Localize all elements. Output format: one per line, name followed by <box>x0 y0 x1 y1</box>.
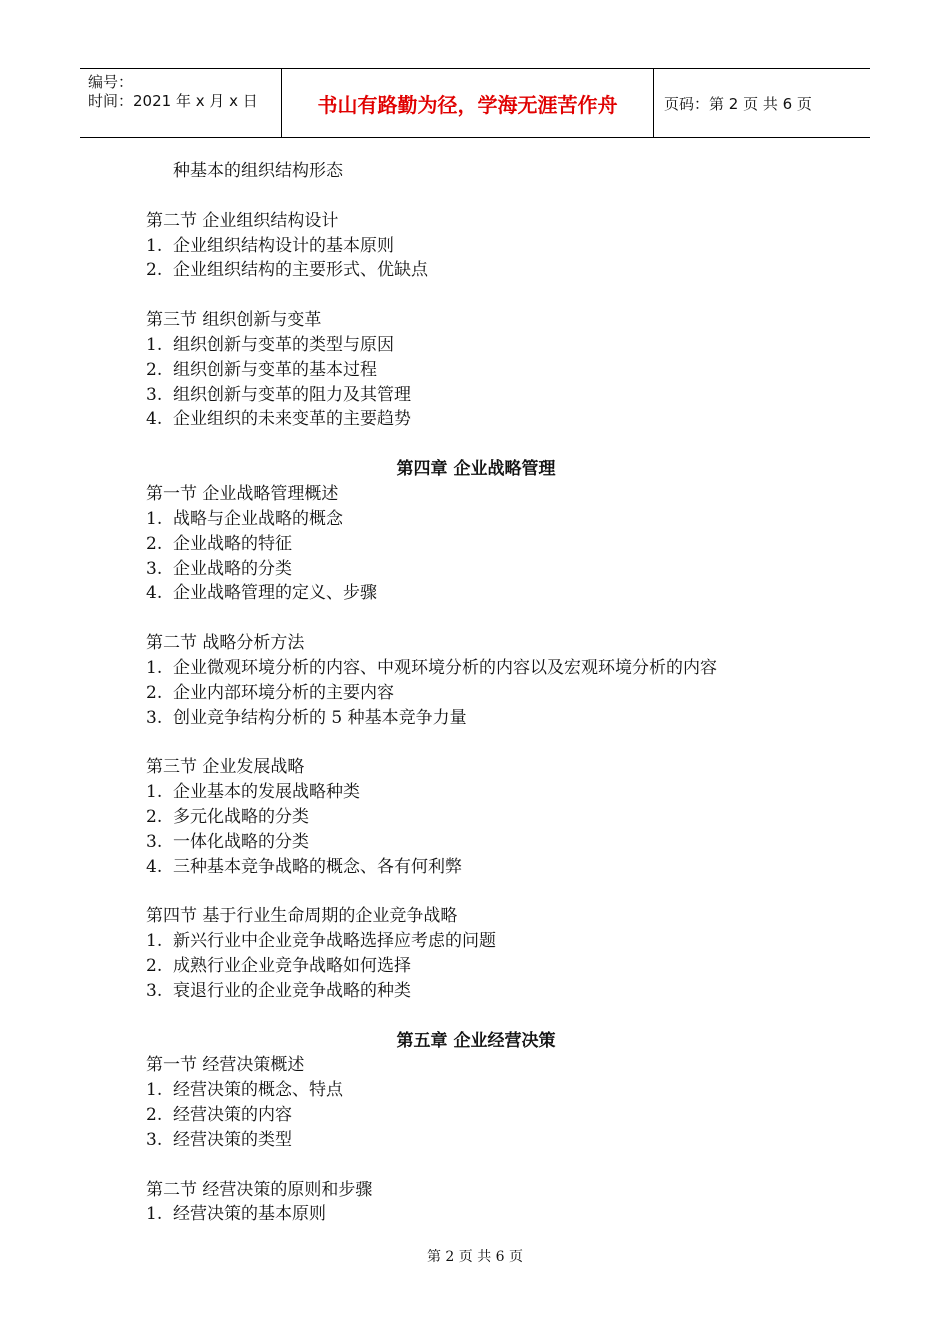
list-item-number: 3. <box>146 558 163 579</box>
section-heading: 第二节 战略分析方法 <box>146 633 305 654</box>
list-item-text: 企业基本的发展战略种类 <box>173 782 360 803</box>
list-item-number: 3. <box>146 384 163 405</box>
date-label: 时间：2021 年 x 月 x 日 <box>88 92 258 110</box>
list-item-text: 经营决策的概念、特点 <box>173 1080 343 1101</box>
list-item-text: 组织创新与变革的类型与原因 <box>173 334 394 355</box>
list-item-text: 企业组织的未来变革的主要趋势 <box>173 409 411 430</box>
list-item <box>146 656 846 681</box>
list-item <box>146 805 846 830</box>
list-item-text: 企业组织结构的主要形式、优缺点 <box>173 260 428 281</box>
list-item-number: 1. <box>146 334 163 355</box>
section-heading: 第一节 经营决策概述 <box>146 1055 305 1076</box>
list-item <box>146 383 846 408</box>
list-item <box>146 358 846 383</box>
chapter-heading: 第五章 企业经营决策 <box>396 1030 556 1051</box>
list-item <box>146 234 846 259</box>
section-heading: 第三节 企业发展战略 <box>146 757 305 778</box>
list-item-text: 战略与企业战略的概念 <box>173 508 343 529</box>
list-item <box>146 333 846 358</box>
list-item-number: 2. <box>146 806 163 827</box>
list-item-number: 1. <box>146 1080 163 1101</box>
list-item <box>146 706 846 731</box>
list-item-text: 组织创新与变革的阻力及其管理 <box>173 384 411 405</box>
list-item <box>146 407 846 432</box>
list-item-number: 3. <box>146 1129 163 1150</box>
list-item-number: 1. <box>146 508 163 529</box>
list-item-number: 2. <box>146 533 163 554</box>
list-item-number: 1. <box>146 657 163 678</box>
page-footer: 第 2 页 共 6 页 <box>426 1249 524 1265</box>
list-item-number: 1. <box>146 235 163 256</box>
serial-number-label: 编号： <box>88 73 134 91</box>
list-item-number: 3. <box>146 831 163 852</box>
list-item-text: 经营决策的内容 <box>173 1105 292 1126</box>
section-heading: 第四节 基于行业生命周期的企业竞争战略 <box>146 906 458 927</box>
list-item-text: 经营决策的类型 <box>173 1129 292 1150</box>
document-body <box>146 159 846 1227</box>
blank-line <box>146 283 846 308</box>
chapter-heading: 第四章 企业战略管理 <box>396 459 556 480</box>
list-item <box>146 979 846 1004</box>
list-item-text: 企业微观环境分析的内容、中观环境分析的内容以及宏观环境分析的内容 <box>173 657 717 678</box>
list-item-text: 三种基本竞争战略的概念、各有何利弊 <box>173 856 462 877</box>
list-item <box>146 681 846 706</box>
list-item <box>146 258 846 283</box>
list-item-number: 3. <box>146 980 163 1001</box>
list-item-text: 企业组织结构设计的基本原则 <box>173 235 394 256</box>
section-heading: 第二节 企业组织结构设计 <box>146 210 339 231</box>
list-item-text: 组织创新与变革的基本过程 <box>173 359 377 380</box>
blank-line <box>146 184 846 209</box>
list-item <box>146 1078 846 1103</box>
list-item <box>146 581 846 606</box>
section-heading: 第二节 经营决策的原则和步骤 <box>146 1179 373 1200</box>
list-item-text: 创业竞争结构分析的 5 种基本竞争力量 <box>173 707 467 728</box>
list-item-text: 成熟行业企业竞争战略如何选择 <box>173 956 411 976</box>
list-item-text: 衰退行业的企业竞争战略的种类 <box>173 980 411 1001</box>
continued-text: 种基本的组织结构形态 <box>173 161 343 181</box>
blank-line <box>146 1153 846 1178</box>
list-item <box>146 780 846 805</box>
list-item <box>146 532 846 557</box>
header-meta <box>80 69 282 137</box>
list-item <box>146 507 846 532</box>
list-item-text: 经营决策的基本原则 <box>173 1204 326 1225</box>
blank-line <box>146 432 846 457</box>
list-item-number: 1. <box>146 1204 163 1225</box>
list-item <box>146 1202 846 1227</box>
list-item <box>146 830 846 855</box>
list-item <box>146 557 846 582</box>
section-heading: 第三节 组织创新与变革 <box>146 310 322 331</box>
list-item <box>146 929 846 954</box>
list-item-text: 企业内部环境分析的主要内容 <box>173 682 394 703</box>
page-header <box>80 68 870 138</box>
list-item-number: 2. <box>146 359 163 380</box>
header-motto: 书山有路勤为径，学海无涯苦作舟 <box>282 69 654 137</box>
list-item-number: 4. <box>146 409 163 430</box>
list-item-text: 企业战略管理的定义、步骤 <box>173 583 377 604</box>
list-item-number: 1. <box>146 782 163 803</box>
section-heading: 第一节 企业战略管理概述 <box>146 483 339 504</box>
list-item <box>146 1128 846 1153</box>
list-item-number: 2. <box>146 1105 163 1126</box>
list-item-number: 2. <box>146 956 163 976</box>
list-item-text: 企业战略的特征 <box>173 533 292 554</box>
list-item-number: 2. <box>146 682 163 703</box>
list-item-text: 新兴行业中企业竞争战略选择应考虑的问题 <box>173 931 496 952</box>
blank-line <box>146 606 846 631</box>
list-item-number: 4. <box>146 856 163 877</box>
blank-line <box>146 730 846 755</box>
list-item-text: 企业战略的分类 <box>173 558 292 579</box>
list-item-number: 4. <box>146 583 163 604</box>
list-item <box>146 855 846 880</box>
blank-line <box>146 1004 846 1029</box>
list-item-text: 一体化战略的分类 <box>173 831 309 852</box>
list-item <box>146 954 846 979</box>
blank-line <box>146 879 846 904</box>
list-item-number: 1. <box>146 931 163 952</box>
header-page-info: 页码：第 2 页 共 6 页 <box>664 94 812 113</box>
list-item-text: 多元化战略的分类 <box>173 806 309 827</box>
list-item-number: 2. <box>146 260 163 281</box>
list-item-number: 3. <box>146 707 163 728</box>
list-item <box>146 1103 846 1128</box>
